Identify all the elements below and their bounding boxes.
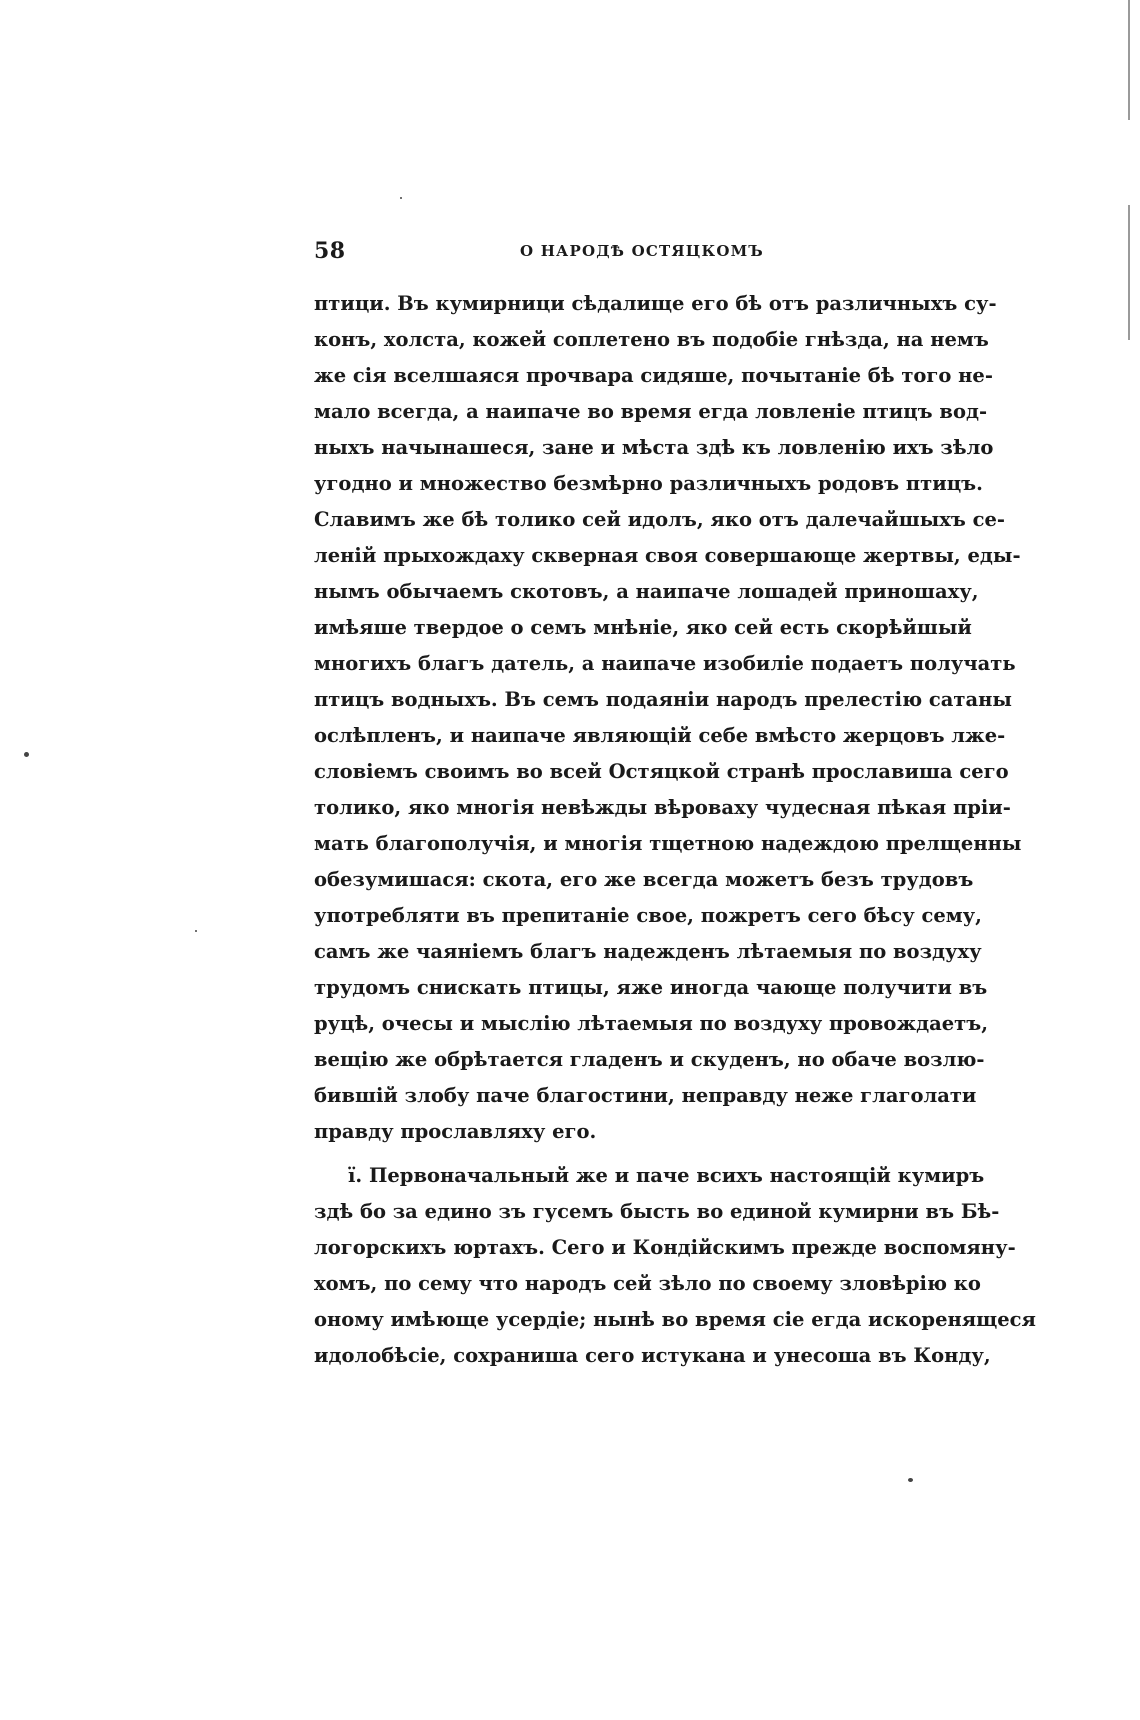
text-line: толико, яко многія невѣжды вѣроваху чудесная пѣкая пріи-: [314, 796, 1011, 819]
paragraph: [314, 286, 1022, 1150]
scan-speck: [24, 752, 29, 757]
paragraph: [314, 1158, 1036, 1374]
text-line: словіемъ своимъ во всей Остяцкой странѣ прославиша сего: [314, 760, 1009, 783]
body-text: [314, 286, 1036, 1374]
text-line: многихъ благъ датель, а наипаче изобиліе подаетъ получать: [314, 652, 1016, 675]
text-line: трудомъ снискать птицы, яже иногда чающе получити въ: [314, 976, 988, 999]
scan-speck: [908, 1478, 913, 1482]
text-line: Славимъ же бѣ толико сей идолъ, яко отъ далечайшыхъ се-: [314, 508, 1005, 531]
text-line: хомъ, по сему что народъ сей зѣло по своему зловѣрію ко: [314, 1272, 981, 1295]
text-line: правду прославляху его.: [314, 1120, 597, 1143]
text-line: конъ, холста, кожей соплетено въ подобіе гнѣзда, на немъ: [314, 328, 989, 351]
text-line: ослѣпленъ, и наипаче являющій себе вмѣсто жерцовъ лже-: [314, 724, 1006, 747]
scan-speck: [400, 197, 402, 199]
text-line: ї. Первоначальный же и паче всихъ настоящій кумиръ: [348, 1164, 985, 1187]
text-line: вещію же обрѣтается гладенъ и скуденъ, но обаче возлю-: [314, 1048, 985, 1071]
text-line: руцѣ, очесы и мыслію лѣтаемыя по воздуху провождаетъ,: [314, 1012, 988, 1035]
text-line: птици. Въ кумирници сѣдалище его бѣ отъ различныхъ су-: [314, 292, 997, 315]
text-line: леній прыхождаху скверная своя совершающе жертвы, еды-: [314, 544, 1021, 567]
text-line: угодно и множество безмѣрно различныхъ родовъ птицъ.: [314, 472, 983, 495]
text-line: имѣяше твердое о семъ мнѣніе, яко сей есть скорѣйшый: [314, 616, 972, 639]
text-line: здѣ бо за едино зъ гусемъ бысть во единой кумирни въ Бѣ-: [314, 1200, 1000, 1223]
text-line: оному имѣюще усердіе; нынѣ во время сіе егда искоренящеся: [314, 1308, 1036, 1331]
text-line: идолобѣсіе, сохраниша сего истукана и унесоша въ Конду,: [314, 1344, 991, 1367]
text-line: бившій злобу паче благостини, неправду неже глаголати: [314, 1084, 977, 1107]
text-line: самъ же чаяніемъ благъ надежденъ лѣтаемыя по воздуху: [314, 940, 982, 963]
page-number: 58: [314, 238, 346, 264]
text-line: мать благополучія, и многія тщетною надеждою прелщенны: [314, 832, 1022, 855]
text-line: мало всегда, а наипаче во время егда ловленіе птицъ вод-: [314, 400, 988, 423]
scan-speck: [195, 930, 197, 932]
page-header: [314, 238, 926, 268]
text-line: нымъ обычаемъ скотовъ, а наипаче лошадей приношаху,: [314, 580, 979, 603]
text-line: обезумишася: скота, его же всегда можетъ безъ трудовъ: [314, 868, 974, 891]
running-head: О НАРОДѢ ОСТЯЦКОМЪ: [520, 242, 764, 260]
scan-edge-mark: [1128, 205, 1130, 340]
text-line: употребляти въ препитаніе свое, пожретъ сего бѣсу сему,: [314, 904, 982, 927]
text-line: птицъ водныхъ. Въ семъ подаяніи народъ прелестію сатаны: [314, 688, 1012, 711]
text-line: логорскихъ юртахъ. Сего и Кондійскимъ прежде воспомяну-: [314, 1236, 1016, 1259]
scan-edge-mark: [1128, 0, 1130, 120]
text-line: же сія вселшаяся прочвара сидяше, почытаніе бѣ того не-: [314, 364, 993, 387]
text-line: ныхъ начынашеся, зане и мѣста здѣ къ ловленію ихъ зѣло: [314, 436, 994, 459]
